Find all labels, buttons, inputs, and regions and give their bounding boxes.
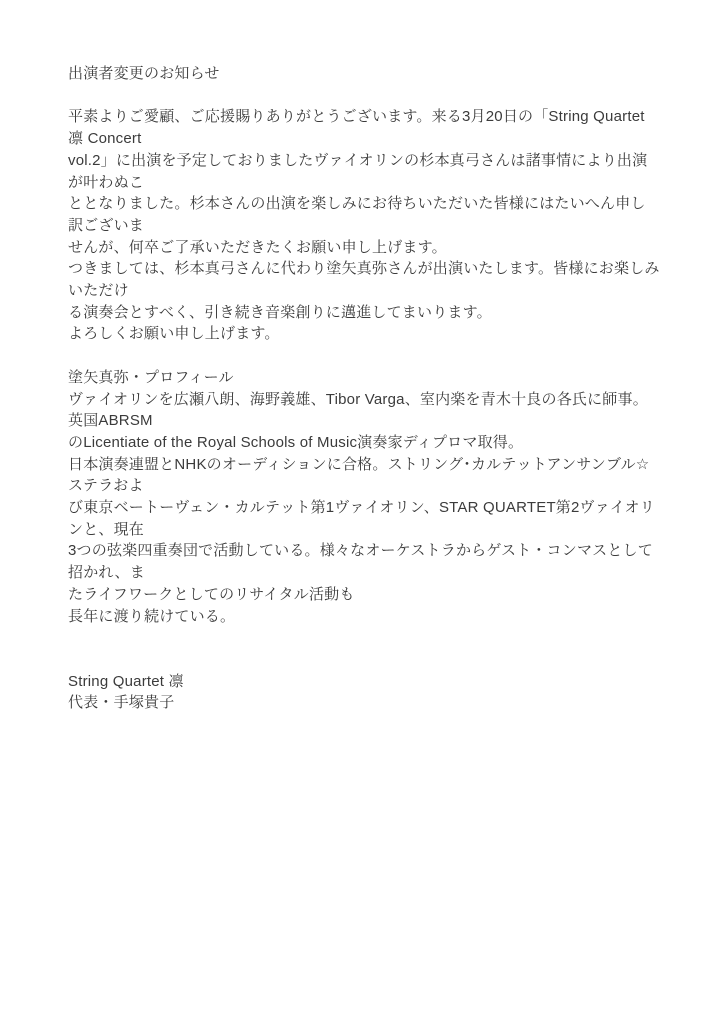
- text-line: る演奏会とすべく、引き続き音楽創りに邁進してまいります。: [68, 303, 492, 321]
- text-line: 平素よりご愛顧、ご応援賜りありがとうございます。来る3月20日の「String Quartet 凛 Concert: [68, 108, 649, 148]
- text-line: のLicentiate of the Royal Schools of Music演奏家ディプロマ取得。: [68, 433, 524, 451]
- signature-representative: 代表・手塚貴子: [68, 694, 175, 712]
- text-line: たライフワークとしてのリサイタル活動も: [68, 585, 355, 603]
- document-title: 出演者変更のお知らせ: [68, 65, 220, 82]
- text-line: び東京ベートーヴェン・カルテット第1ヴァイオリン、STAR QUARTET第2ヴァイオリンと、現在: [68, 499, 655, 538]
- blank-line: [68, 649, 660, 671]
- text-line: ととなりました。杉本さんの出演を楽しみにお待ちいただいた皆様にはたいへん申し訳ございま: [68, 195, 646, 234]
- profile-heading: 塗矢真弥・プロフィール: [68, 368, 234, 386]
- text-line: つきましては、杉本真弓さんに代わり塗矢真弥さんが出演いたします。皆様にお楽しみいただけ: [68, 260, 660, 300]
- text-line: 日本演奏連盟とNHKのオーディションに合格。ストリング･カルテットアンサンブル☆ステラおよ: [68, 455, 650, 495]
- blank-line: [68, 627, 660, 649]
- text-line: ヴァイオリンを広瀬八朗、海野義雄、Tibor Varga、室内楽を青木十良の各氏に師事。英国ABRSM: [68, 390, 648, 430]
- text-line: 3つの弦楽四重奏団で活動している。様々なオーケストラからゲスト・コンマスとして招かれ、ま: [68, 542, 653, 582]
- blank-line: [68, 345, 660, 367]
- text-line: 長年に渡り続けている。: [68, 607, 236, 625]
- signature-group-name: String Quartet 凛: [68, 672, 184, 690]
- text-line: せんが、何卒ご了承いただきたくお願い申し上げます。: [68, 238, 447, 256]
- text-line: よろしくお願い申し上げます。: [68, 325, 280, 343]
- text-line: vol.2」に出演を予定しておりましたヴァイオリンの杉本真弓さんは諸事情により出演が叶わぬこ: [68, 151, 648, 191]
- blank-line: [68, 85, 660, 107]
- document-content: [68, 63, 660, 714]
